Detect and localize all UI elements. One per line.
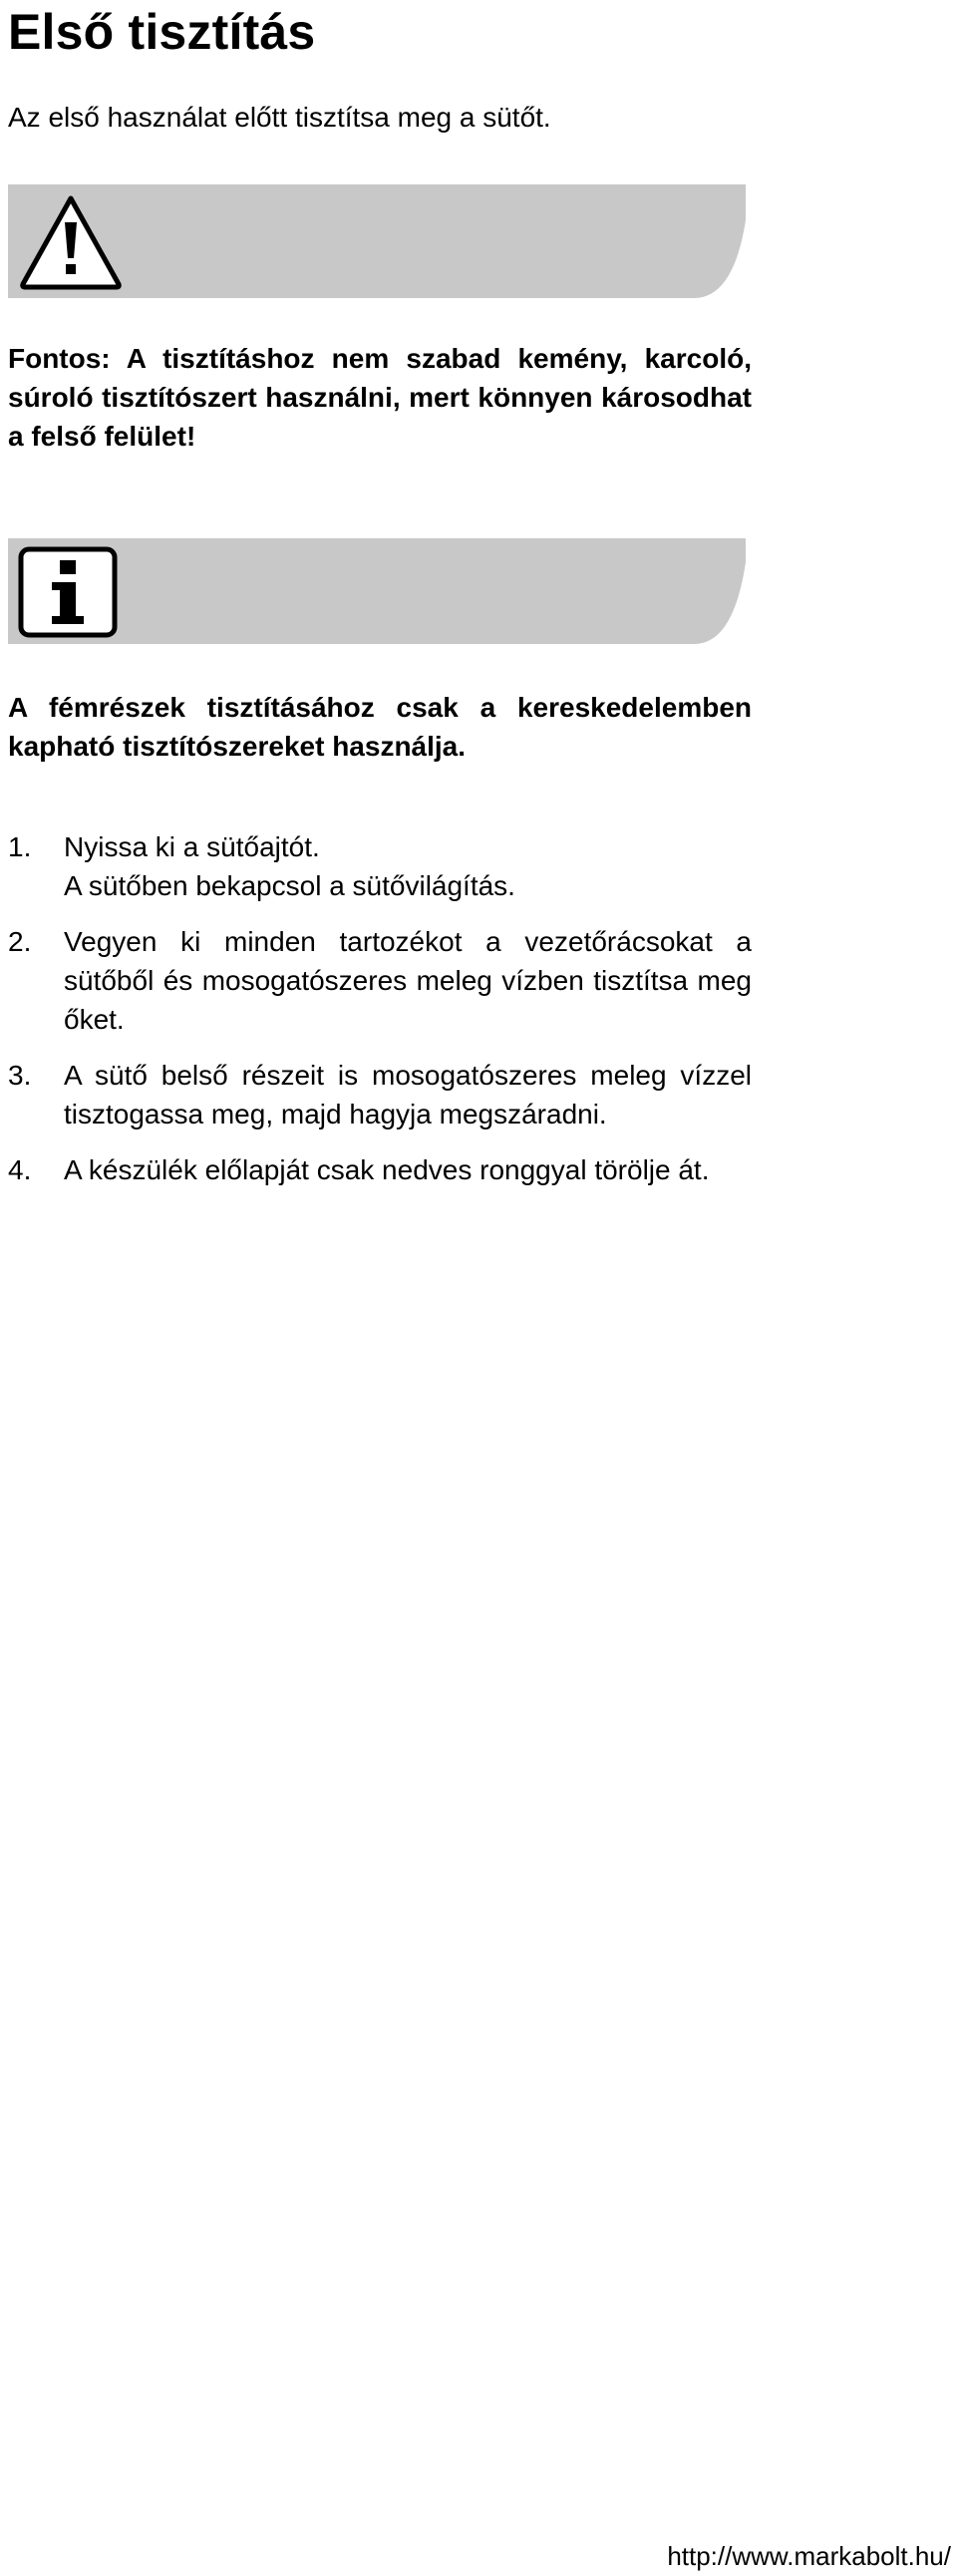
info-banner <box>8 538 746 658</box>
cleaning-steps <box>8 827 752 1206</box>
warning-triangle-icon <box>18 192 124 292</box>
step-text: A készülék előlapját csak nedves ronggyal törölje át. <box>64 1154 710 1185</box>
step-number: 4. <box>8 1154 32 1185</box>
step-item <box>8 1150 752 1189</box>
info-icon <box>18 546 118 640</box>
page-title: Első tisztítás <box>8 4 316 60</box>
step-item <box>8 827 752 905</box>
step-number: 3. <box>8 1060 32 1091</box>
step-item <box>8 1056 752 1133</box>
step-number: 1. <box>8 831 32 862</box>
warning-banner <box>8 184 746 304</box>
warning-text: Fontos: A tisztításhoz nem szabad kemény, karcoló, súroló tisztítószert használni, mert könnyen károsodhat a felső felület! <box>8 343 752 452</box>
step-text: A sütő belső részeit is mosogatószeres meleg vízzel tisztogassa meg, majd hagyja megszáradni. <box>64 1060 752 1129</box>
step-number: 2. <box>8 926 32 957</box>
info-banner-bg <box>8 538 746 658</box>
footer-link[interactable]: http://www.markabolt.hu/ <box>667 2541 951 2571</box>
step-text: Nyissa ki a sütőajtót. <box>64 831 320 862</box>
step-subtext: A sütőben bekapcsol a sütővilágítás. <box>64 870 515 901</box>
info-text: A fémrészek tisztításához csak a kereskedelemben kapható tisztítószereket használja. <box>8 692 752 762</box>
intro-text: Az első használat előtt tisztítsa meg a sütőt. <box>8 102 551 133</box>
step-item <box>8 922 752 1039</box>
step-text: Vegyen ki minden tartozékot a vezetőrácsokat a sütőből és mosogatószeres meleg vízben tisztítsa meg őket. <box>64 926 752 1035</box>
